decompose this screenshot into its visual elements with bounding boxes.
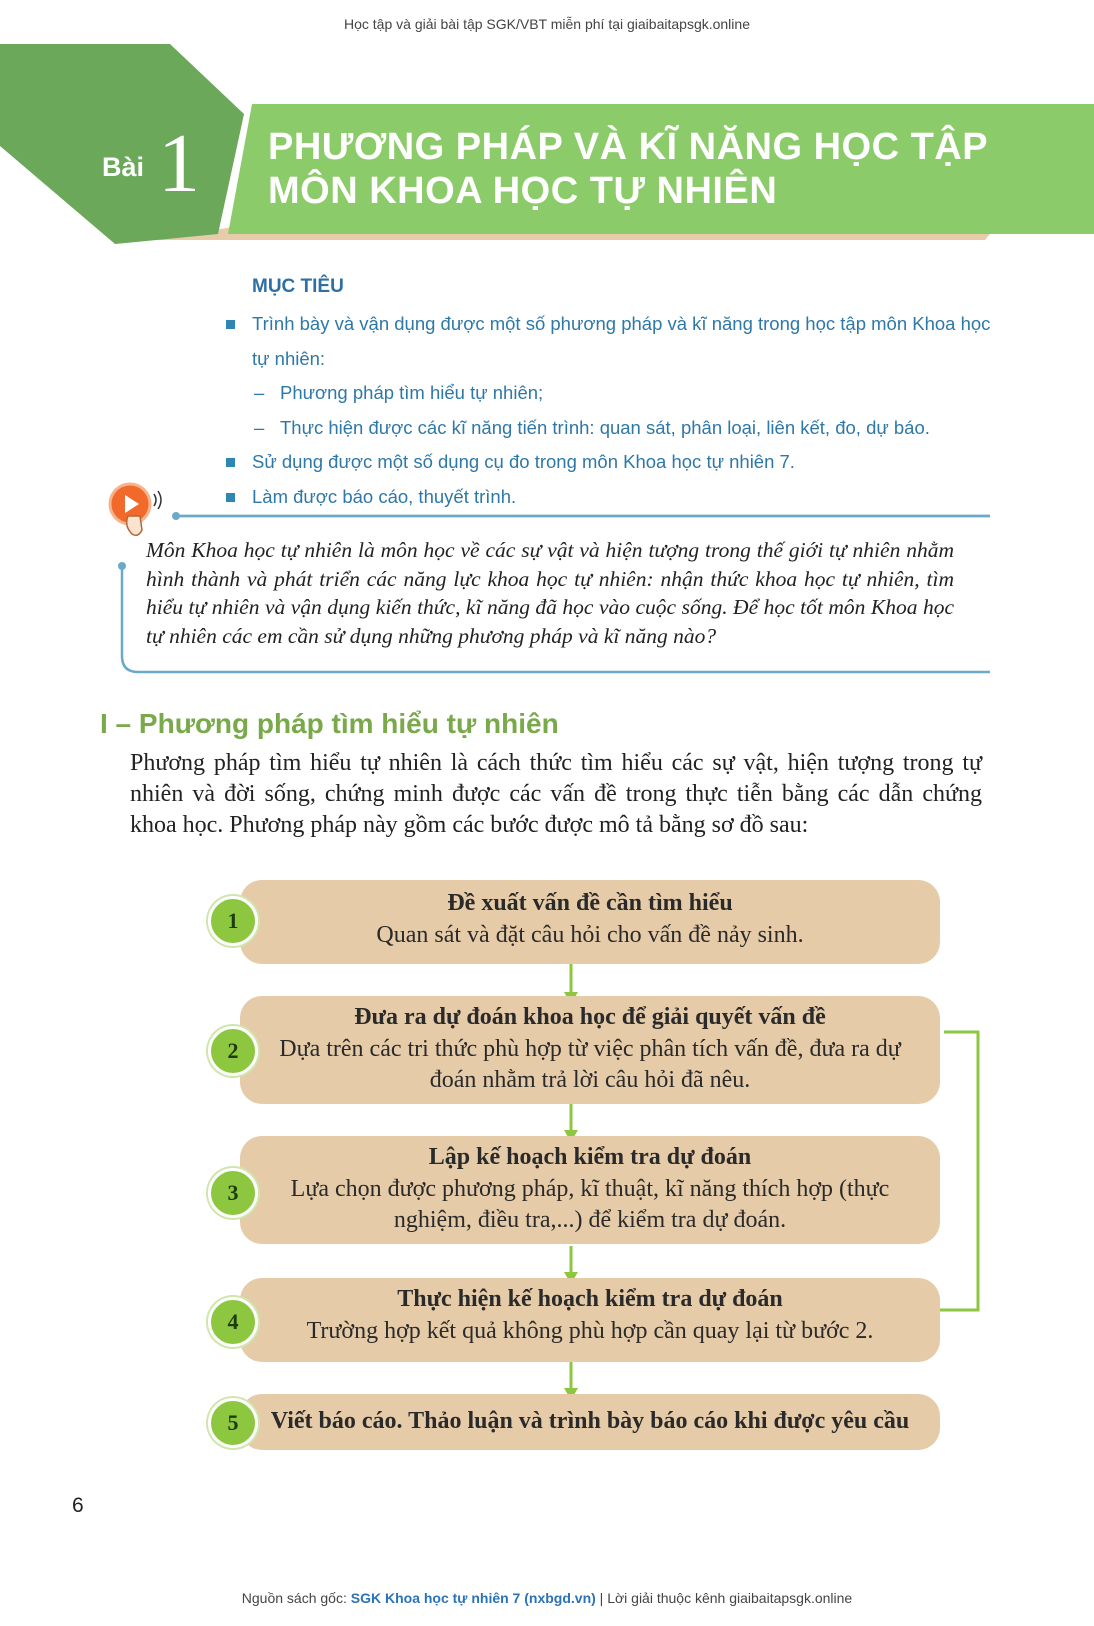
section-paragraph: Phương pháp tìm hiểu tự nhiên là cách thức tìm hiểu các sự vật, hiện tượng trong tự nhiên và đời sống, chứng minh được các vấn đề trong thực tiễn bằng các dẫn chứng khoa học. Phương pháp này gồm các bước được mô tả bằng sơ đồ sau: (130, 750, 982, 838)
step-title: Lập kế hoạch kiểm tra dự đoán (428, 1144, 752, 1170)
step-description: Quan sát và đặt câu hỏi cho vấn đề nảy sinh. (376, 922, 804, 948)
dash-bullet-icon: – (254, 382, 265, 403)
step-number-badge: 4 (208, 1297, 258, 1347)
footer-note (0, 1590, 1094, 1606)
step-box-1 (240, 880, 940, 964)
objectives (222, 276, 1002, 514)
step-description: Trường hợp kết quả không phù hợp cần quay lại từ bước 2. (306, 1318, 874, 1344)
step-description: Dựa trên các tri thức phù hợp từ việc phân tích vấn đề, đưa ra dự đoán nhằm trả lời câu hỏi đã nêu. (279, 1036, 901, 1093)
objective-text: Trình bày và vận dụng được một số phương pháp và kĩ năng trong học tập môn Khoa học tự nhiên: (252, 313, 991, 369)
top-note: Học tập và giải bài tập SGK/VBT miễn phí tại giaibaitapsgk.online (344, 16, 750, 32)
step-box-4 (240, 1278, 940, 1362)
step-box-5 (240, 1394, 940, 1450)
step-title: Thực hiện kế hoạch kiểm tra dự đoán (397, 1286, 783, 1312)
objectives-heading: MỤC TIÊU (252, 276, 344, 297)
step-box-3 (240, 1136, 940, 1244)
step-number-badge: 5 (208, 1398, 258, 1448)
footer-source-link[interactable]: SGK Khoa học tự nhiên 7 (nxbgd.vn) (350, 1590, 596, 1606)
step-box-2 (240, 996, 940, 1104)
objective-item (222, 307, 1002, 376)
lesson-title-line-2: MÔN KHOA HỌC TỰ NHIÊN (268, 170, 778, 212)
step-number-badge: 1 (208, 896, 258, 946)
lesson-number: 1 (158, 117, 200, 210)
lesson-label: Bài (102, 152, 145, 182)
step-description: Lựa chọn được phương pháp, kĩ thuật, kĩ năng thích hợp (thực nghiệm, điều tra,...) để kiểm tra dự đoán. (290, 1176, 890, 1233)
step-title: Viết báo cáo. Thảo luận và trình bày báo cáo khi được yêu cầu (270, 1408, 910, 1434)
step-title: Đề xuất vấn đề cần tìm hiểu (447, 890, 733, 916)
objective-subitem (222, 376, 1002, 411)
page-number: 6 (72, 1494, 84, 1517)
objective-item (222, 445, 1002, 480)
objective-text: Phương pháp tìm hiểu tự nhiên; (280, 382, 544, 403)
bullet-square-icon (226, 458, 235, 467)
lesson-title-line-1: PHƯƠNG PHÁP VÀ KĨ NĂNG HỌC TẬP (268, 126, 989, 168)
objective-text: Sử dụng được một số dụng cụ đo trong môn Khoa học tự nhiên 7. (252, 451, 795, 472)
intro-text: Môn Khoa học tự nhiên là môn học về các sự vật và hiện tượng trong thế giới tự nhiên nhằm hình thành và phát triển các năng lực khoa học tự nhiên: nhận thức khoa học tự nhiên, tìm hiểu tự nhiên và vận dụng kiến thức, kĩ năng đã học vào cuộc sống. Để học tốt môn Khoa học tự nhiên các em cần sử dụng những phương pháp và kĩ năng nào? (146, 538, 954, 648)
lesson-title (268, 125, 1048, 213)
step-number-badge: 3 (208, 1168, 258, 1218)
objective-text: Làm được báo cáo, thuyết trình. (252, 485, 517, 507)
step-title: Đưa ra dự đoán khoa học để giải quyết vấn đề (354, 1004, 826, 1030)
bullet-square-icon (226, 320, 235, 329)
footer-suffix: | Lời giải thuộc kênh giaibaitapsgk.online (595, 1590, 853, 1606)
audio-play-icon[interactable] (108, 482, 164, 540)
footer-prefix: Nguồn sách gốc: (241, 1590, 351, 1606)
dash-bullet-icon: – (254, 416, 265, 438)
objective-subitem (222, 411, 1002, 446)
objective-text: Thực hiện được các kĩ năng tiến trình: quan sát, phân loại, liên kết, đo, dự báo. (280, 416, 930, 438)
step-number-badge: 2 (208, 1026, 258, 1076)
section-title: I – Phương pháp tìm hiểu tự nhiên (100, 708, 559, 739)
